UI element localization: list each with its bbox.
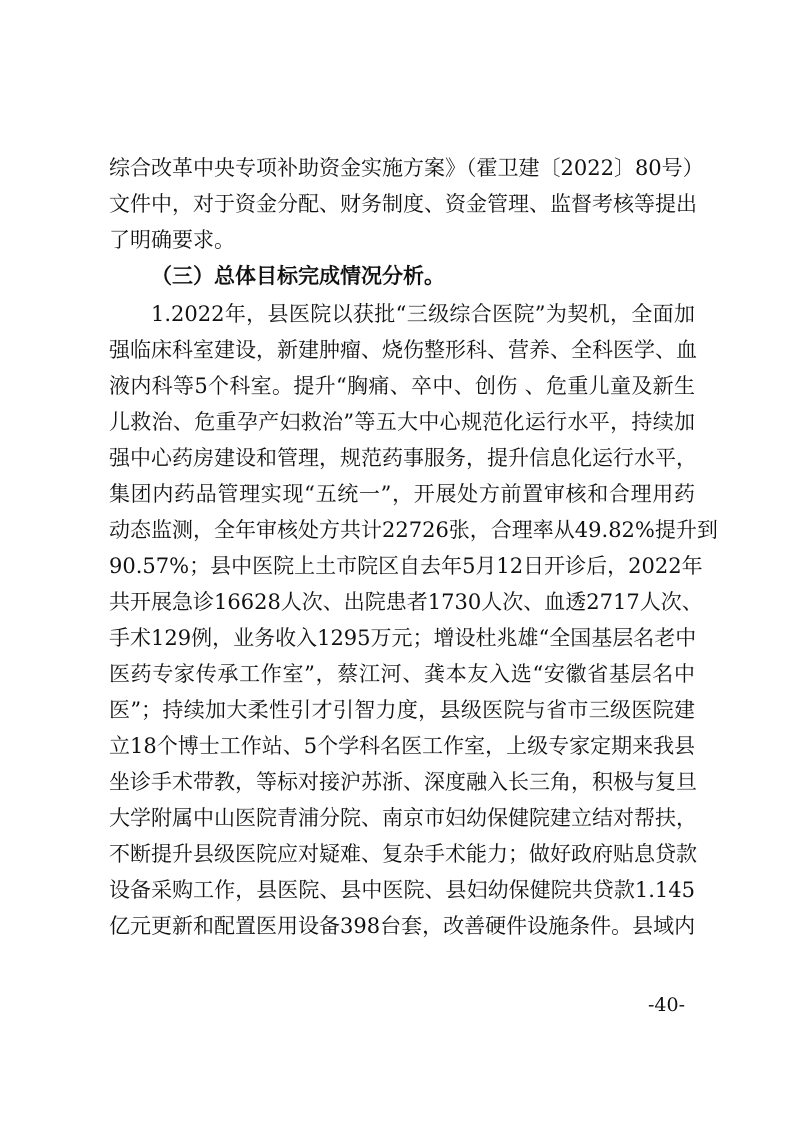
paragraph-line: 立18个博士工作站、5个学科名医工作室，上级专家定期来我县	[109, 734, 696, 758]
paragraph-line: 医药专家传承工作室”，蔡江河、龚本友入选“安徽省基层名中	[109, 662, 695, 686]
paragraph-line: 集团内药品管理实现“五统一”，开展处方前置审核和合理用药	[109, 482, 695, 506]
paragraph-line: 儿救治、危重孕产妇救治”等五大中心规范化运行水平，持续加	[109, 410, 695, 434]
paragraph-line: 综合改革中央专项补助资金实施方案》（霍卫建〔2022〕80号）	[109, 156, 704, 180]
paragraph-line: 大学附属中山医院青浦分院、南京市妇幼保健院建立结对帮扶，	[109, 806, 697, 830]
paragraph-line: 手术129例，业务收入1295万元；增设杜兆雄“全国基层名老中	[109, 626, 697, 650]
paragraph-line: 了明确要求。	[109, 228, 235, 252]
paragraph-line: 共开展急诊16628人次、出院患者1730人次、血透2717人次、	[109, 590, 703, 614]
paragraph-line: 液内科等5个科室。提升“胸痛、卒中、创伤 、危重儿童及新生	[109, 374, 695, 398]
paragraph-line: 坐诊手术带教，等标对接沪苏浙、深度融入长三角，积极与复旦	[109, 770, 697, 794]
section-heading: （三）总体目标完成情况分析。	[151, 264, 445, 288]
paragraph-line: 动态监测，全年审核处方共计22726张，合理率从49.82%提升到	[109, 518, 718, 542]
paragraph-line: 强临床科室建设，新建肿瘤、烧伤整形科、营养、全科医学、血	[109, 338, 697, 362]
paragraph-line: 医”；持续加大柔性引才引智力度，县级医院与省市三级医院建	[109, 698, 695, 722]
page-number: -40-	[648, 994, 686, 1016]
paragraph-line: 不断提升县级医院应对疑难、复杂手术能力；做好政府贴息贷款	[109, 842, 697, 866]
paragraph-line: 强中心药房建设和管理，规范药事服务，提升信息化运行水平，	[109, 446, 697, 470]
paragraph-line: 90.57%；县中医院上土市院区自去年5月12日开诊后，2022年	[109, 554, 703, 578]
paragraph-line: 亿元更新和配置医用设备398台套，改善硬件设施条件。县域内	[109, 914, 696, 938]
paragraph-line: 文件中，对于资金分配、财务制度、资金管理、监督考核等提出	[109, 192, 697, 216]
paragraph-line: 1.2022年，县医院以获批“三级综合医院”为契机，全面加	[151, 302, 695, 326]
paragraph-line: 设备采购工作，县医院、县中医院、县妇幼保健院共贷款1.145	[109, 878, 695, 902]
